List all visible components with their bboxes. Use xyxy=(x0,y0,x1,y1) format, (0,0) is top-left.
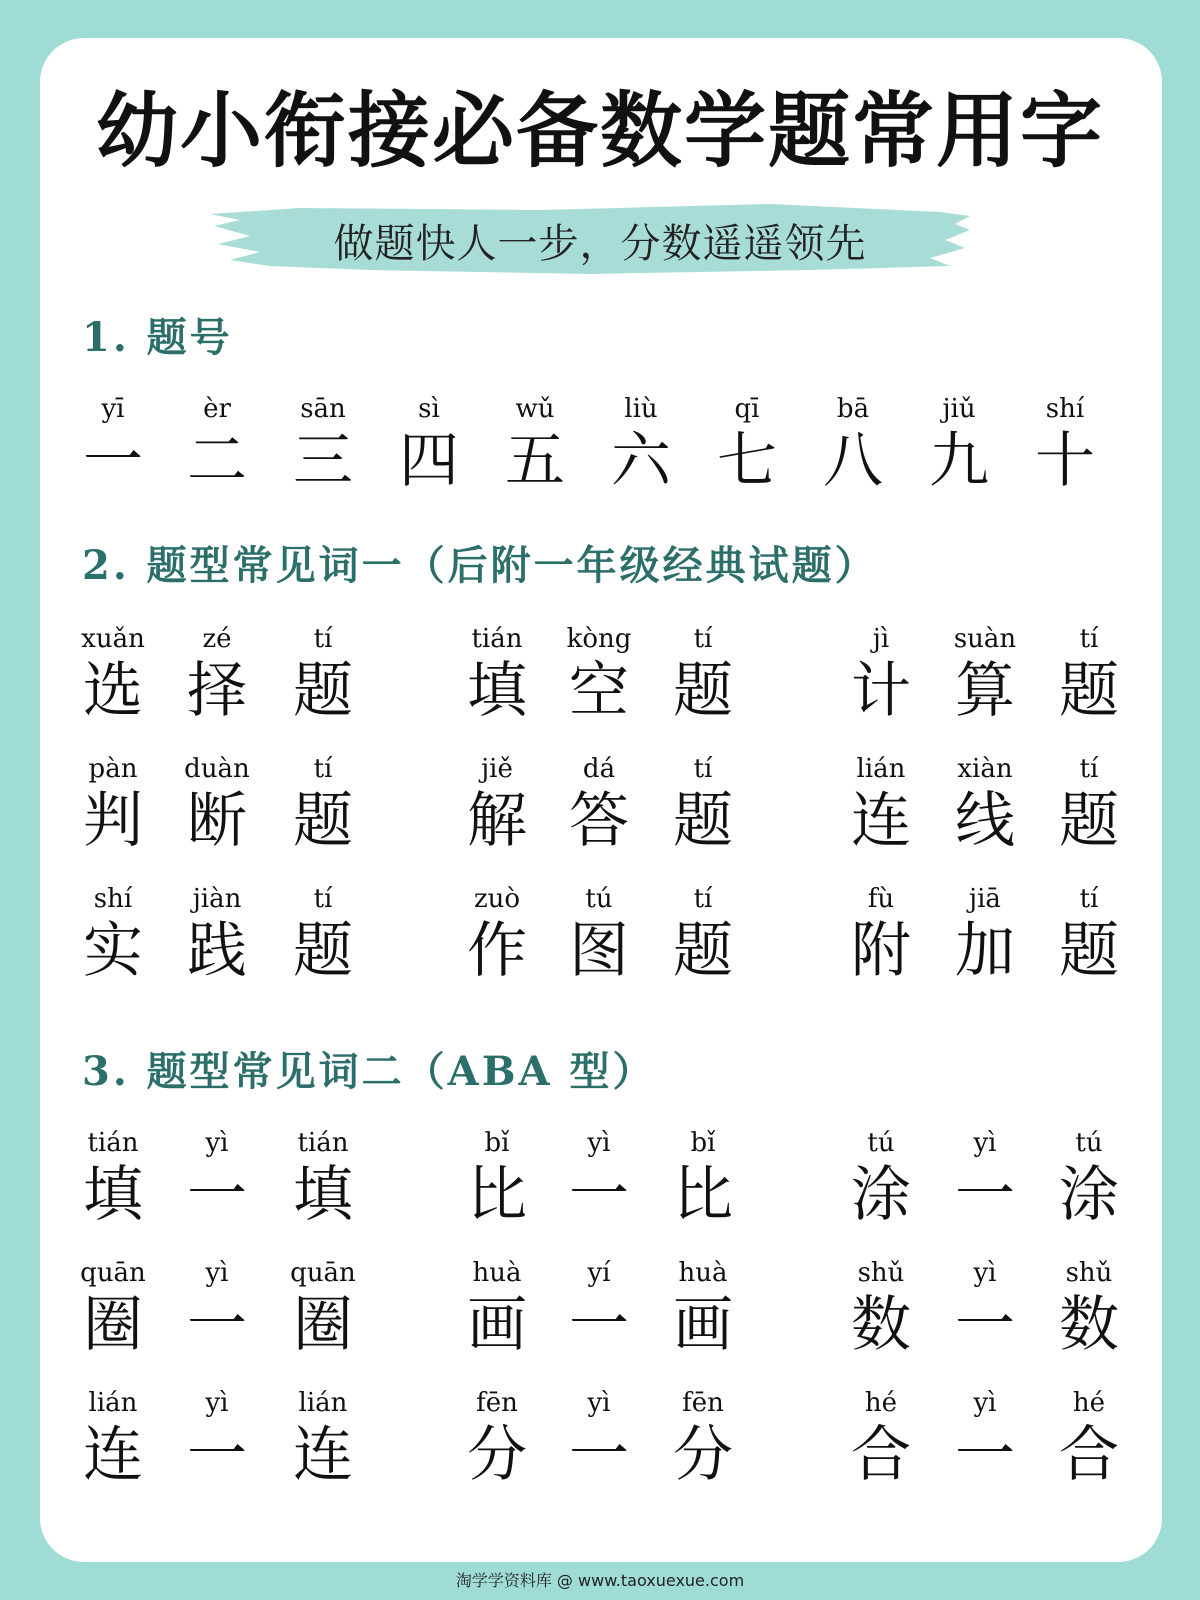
hanzi-character: 空 xyxy=(569,656,629,726)
character-card xyxy=(648,1256,758,1360)
hanzi-character: 线 xyxy=(955,786,1015,856)
pinyin-label: quān xyxy=(80,1258,146,1288)
hanzi-character: 二 xyxy=(187,426,247,496)
hanzi-character: 一 xyxy=(187,1290,247,1360)
hanzi-character: 填 xyxy=(293,1160,353,1230)
pinyin-label: tí xyxy=(1079,754,1099,784)
pinyin-label: tián xyxy=(471,624,523,654)
hanzi-character: 一 xyxy=(187,1160,247,1230)
pinyin-label: tú xyxy=(585,884,613,914)
pinyin-label: lián xyxy=(298,1388,348,1418)
hanzi-character: 选 xyxy=(83,656,143,726)
character-card xyxy=(442,1256,552,1360)
pinyin-label: sì xyxy=(418,394,440,424)
hanzi-character: 一 xyxy=(569,1420,629,1490)
pinyin-label: huà xyxy=(472,1258,522,1288)
character-card xyxy=(544,622,654,726)
hanzi-character: 涂 xyxy=(851,1160,911,1230)
character-card xyxy=(162,1386,272,1490)
character-card xyxy=(442,622,552,726)
hanzi-character: 一 xyxy=(955,1420,1015,1490)
hanzi-character: 判 xyxy=(83,786,143,856)
hanzi-character: 计 xyxy=(851,656,911,726)
character-card xyxy=(162,392,272,496)
hanzi-character: 一 xyxy=(569,1290,629,1360)
character-card xyxy=(1034,1256,1144,1360)
hanzi-character: 题 xyxy=(293,656,353,726)
hanzi-character: 题 xyxy=(673,656,733,726)
character-card xyxy=(1010,392,1120,496)
character-card xyxy=(162,1256,272,1360)
pinyin-label: tián xyxy=(297,1128,349,1158)
hanzi-character: 合 xyxy=(851,1420,911,1490)
pinyin-label: jì xyxy=(872,624,890,654)
hanzi-character: 数 xyxy=(851,1290,911,1360)
pinyin-label: sān xyxy=(300,394,346,424)
section-heading-question-types: 2. 题型常见词一（后附一年级经典试题） xyxy=(82,542,878,589)
pinyin-label: dá xyxy=(582,754,616,784)
pinyin-label: huà xyxy=(678,1258,728,1288)
hanzi-character: 一 xyxy=(83,426,143,496)
page-title: 幼小衔接必备数学题常用字 xyxy=(95,84,1104,179)
character-card xyxy=(648,882,758,986)
character-card xyxy=(904,392,1014,496)
hanzi-character: 题 xyxy=(673,916,733,986)
pinyin-label: lián xyxy=(88,1388,138,1418)
character-card xyxy=(268,392,378,496)
pinyin-label: èr xyxy=(203,394,231,424)
pinyin-label: liù xyxy=(624,394,658,424)
character-card xyxy=(268,622,378,726)
hanzi-character: 附 xyxy=(851,916,911,986)
pinyin-label: bǐ xyxy=(484,1128,510,1158)
pinyin-label: jiā xyxy=(969,884,1001,914)
character-card xyxy=(58,1126,168,1230)
hanzi-character: 加 xyxy=(955,916,1015,986)
hanzi-character: 断 xyxy=(187,786,247,856)
character-card xyxy=(544,1256,654,1360)
hanzi-character: 一 xyxy=(955,1160,1015,1230)
pinyin-label: shǔ xyxy=(857,1258,905,1288)
character-card xyxy=(268,752,378,856)
character-card xyxy=(442,1126,552,1230)
character-card xyxy=(930,1256,1040,1360)
character-card xyxy=(826,1126,936,1230)
character-card xyxy=(544,882,654,986)
pinyin-label: yí xyxy=(587,1258,611,1288)
pinyin-label: xuǎn xyxy=(81,624,145,654)
character-card xyxy=(544,752,654,856)
character-card xyxy=(544,1386,654,1490)
pinyin-label: suàn xyxy=(953,624,1017,654)
hanzi-character: 题 xyxy=(1059,916,1119,986)
hanzi-character: 图 xyxy=(569,916,629,986)
character-card xyxy=(826,1386,936,1490)
hanzi-character: 连 xyxy=(293,1420,353,1490)
pinyin-label: tí xyxy=(693,624,713,654)
character-card xyxy=(648,752,758,856)
pinyin-label: tí xyxy=(693,884,713,914)
pinyin-label: shǔ xyxy=(1065,1258,1113,1288)
character-card xyxy=(930,622,1040,726)
pinyin-label: tián xyxy=(87,1128,139,1158)
hanzi-character: 题 xyxy=(293,786,353,856)
pinyin-label: shí xyxy=(93,884,133,914)
hanzi-character: 画 xyxy=(467,1290,527,1360)
pinyin-label: tú xyxy=(867,1128,895,1158)
character-card xyxy=(480,392,590,496)
hanzi-character: 五 xyxy=(505,426,565,496)
pinyin-label: hé xyxy=(864,1388,898,1418)
hanzi-character: 三 xyxy=(293,426,353,496)
character-card xyxy=(826,882,936,986)
character-card xyxy=(692,392,802,496)
hanzi-character: 分 xyxy=(673,1420,733,1490)
pinyin-label: yì xyxy=(205,1258,229,1288)
pinyin-label: yì xyxy=(973,1128,997,1158)
hanzi-character: 一 xyxy=(955,1290,1015,1360)
character-card xyxy=(826,1256,936,1360)
pinyin-label: duàn xyxy=(184,754,250,784)
hanzi-character: 一 xyxy=(187,1420,247,1490)
hanzi-character: 答 xyxy=(569,786,629,856)
pinyin-label: fēn xyxy=(682,1388,724,1418)
hanzi-character: 八 xyxy=(823,426,883,496)
pinyin-label: tí xyxy=(313,754,333,784)
hanzi-character: 题 xyxy=(1059,786,1119,856)
pinyin-label: jiǔ xyxy=(942,394,976,424)
character-card xyxy=(930,1386,1040,1490)
pinyin-label: tí xyxy=(693,754,713,784)
character-card xyxy=(58,1256,168,1360)
character-card xyxy=(648,1386,758,1490)
hanzi-character: 解 xyxy=(467,786,527,856)
pinyin-label: quān xyxy=(290,1258,356,1288)
character-card xyxy=(1034,622,1144,726)
pinyin-label: bǐ xyxy=(690,1128,716,1158)
pinyin-label: zuò xyxy=(473,884,521,914)
pinyin-label: pàn xyxy=(88,754,138,784)
character-card xyxy=(930,752,1040,856)
pinyin-label: lián xyxy=(856,754,906,784)
hanzi-character: 圈 xyxy=(293,1290,353,1360)
pinyin-label: yì xyxy=(205,1128,229,1158)
character-card xyxy=(930,882,1040,986)
pinyin-label: yì xyxy=(205,1388,229,1418)
pinyin-label: yì xyxy=(973,1258,997,1288)
hanzi-character: 比 xyxy=(673,1160,733,1230)
pinyin-label: jiě xyxy=(481,754,513,784)
pinyin-label: bā xyxy=(836,394,870,424)
hanzi-character: 九 xyxy=(929,426,989,496)
pinyin-label: kòng xyxy=(566,624,632,654)
hanzi-character: 题 xyxy=(673,786,733,856)
page-subtitle: 做题快人一步，分数遥遥领先 xyxy=(333,221,867,267)
hanzi-character: 题 xyxy=(293,916,353,986)
character-card xyxy=(1034,752,1144,856)
character-card xyxy=(648,622,758,726)
pinyin-label: tí xyxy=(1079,624,1099,654)
pinyin-label: tí xyxy=(313,624,333,654)
pinyin-label: qī xyxy=(734,394,760,424)
pinyin-label: yì xyxy=(587,1388,611,1418)
pinyin-label: wǔ xyxy=(515,394,555,424)
character-card xyxy=(58,622,168,726)
pinyin-label: yì xyxy=(587,1128,611,1158)
character-card xyxy=(586,392,696,496)
character-card xyxy=(58,882,168,986)
character-card xyxy=(1034,882,1144,986)
pinyin-label: yī xyxy=(101,394,125,424)
character-card xyxy=(162,622,272,726)
character-card xyxy=(58,752,168,856)
hanzi-character: 分 xyxy=(467,1420,527,1490)
character-card xyxy=(826,752,936,856)
hanzi-character: 算 xyxy=(955,656,1015,726)
character-card xyxy=(1034,1386,1144,1490)
character-card xyxy=(268,1256,378,1360)
character-card xyxy=(162,752,272,856)
character-card xyxy=(268,1386,378,1490)
character-card xyxy=(162,882,272,986)
hanzi-character: 践 xyxy=(187,916,247,986)
pinyin-label: yì xyxy=(973,1388,997,1418)
character-card xyxy=(268,882,378,986)
hanzi-character: 画 xyxy=(673,1290,733,1360)
hanzi-character: 连 xyxy=(851,786,911,856)
hanzi-character: 合 xyxy=(1059,1420,1119,1490)
character-card xyxy=(442,752,552,856)
hanzi-character: 十 xyxy=(1035,426,1095,496)
hanzi-character: 涂 xyxy=(1059,1160,1119,1230)
character-card xyxy=(374,392,484,496)
pinyin-label: tí xyxy=(1079,884,1099,914)
character-card xyxy=(268,1126,378,1230)
character-card xyxy=(544,1126,654,1230)
hanzi-character: 六 xyxy=(611,426,671,496)
pinyin-label: zé xyxy=(202,624,232,654)
hanzi-character: 数 xyxy=(1059,1290,1119,1360)
character-card xyxy=(162,1126,272,1230)
pinyin-label: fù xyxy=(867,884,895,914)
character-card xyxy=(442,882,552,986)
footer-watermark: 淘学学资料库 @ www.taoxuexue.com xyxy=(455,1571,745,1590)
section-heading-aba-words: 3. 题型常见词二（ABA 型） xyxy=(82,1048,656,1095)
hanzi-character: 七 xyxy=(717,426,777,496)
pinyin-label: hé xyxy=(1072,1388,1106,1418)
hanzi-character: 择 xyxy=(187,656,247,726)
character-card xyxy=(826,622,936,726)
hanzi-character: 实 xyxy=(83,916,143,986)
pinyin-label: fēn xyxy=(476,1388,518,1418)
hanzi-character: 作 xyxy=(467,916,527,986)
character-card xyxy=(58,392,168,496)
character-card xyxy=(648,1126,758,1230)
pinyin-label: jiàn xyxy=(192,884,242,914)
character-card xyxy=(798,392,908,496)
pinyin-label: xiàn xyxy=(957,754,1013,784)
hanzi-character: 连 xyxy=(83,1420,143,1490)
section-heading-numbers: 1. 题号 xyxy=(82,314,233,361)
pinyin-label: shí xyxy=(1045,394,1085,424)
hanzi-character: 填 xyxy=(83,1160,143,1230)
hanzi-character: 圈 xyxy=(83,1290,143,1360)
character-card xyxy=(58,1386,168,1490)
hanzi-character: 比 xyxy=(467,1160,527,1230)
hanzi-character: 四 xyxy=(399,426,459,496)
pinyin-label: tí xyxy=(313,884,333,914)
hanzi-character: 题 xyxy=(1059,656,1119,726)
character-card xyxy=(1034,1126,1144,1230)
character-card xyxy=(442,1386,552,1490)
hanzi-character: 一 xyxy=(569,1160,629,1230)
pinyin-label: tú xyxy=(1075,1128,1103,1158)
character-card xyxy=(930,1126,1040,1230)
hanzi-character: 填 xyxy=(467,656,527,726)
